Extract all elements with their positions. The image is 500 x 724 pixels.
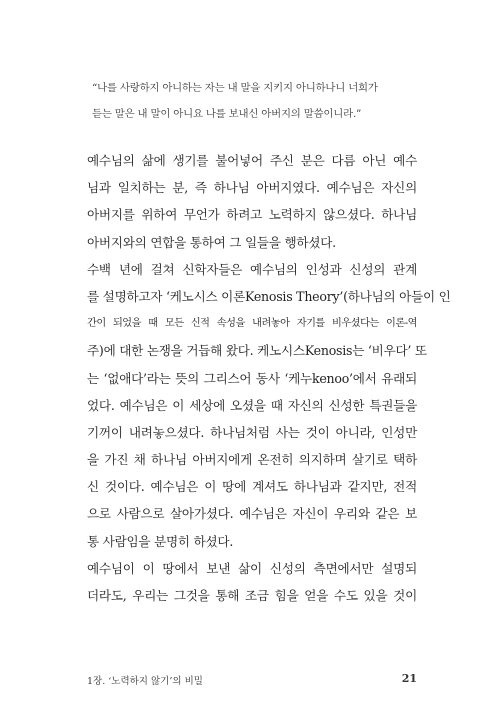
text-line: 통 사람임을 분명히 하셨다. bbox=[87, 533, 234, 549]
scripture-quote bbox=[92, 75, 432, 127]
text-line: 신 것이다. 예수님은 이 땅에 계셔도 하나님과 같지만, 전적 bbox=[87, 479, 417, 495]
paragraph-2 bbox=[87, 256, 451, 555]
chapter-title: 1장. ‘노력하지 않기’의 비밀 bbox=[87, 676, 203, 687]
text-line: 수백 년에 걸쳐 신학자들은 예수님의 인성과 신성의 관계 bbox=[87, 261, 417, 277]
quote-line: “나를 사랑하지 아니하는 자는 내 말을 지키지 아니하나니 너희가 bbox=[92, 82, 378, 94]
text-line: 간이 되었을 때 모든 신적 속성을 내려놓아 자기를 비우셨다는 이론-역 bbox=[87, 318, 417, 330]
text-line: 님과 일치하는 분, 즉 하나님 아버지였다. 예수님은 자신의 bbox=[87, 180, 417, 196]
text-line: 를 설명하고자 ‘케노시스 이론Kenosis Theory’(하나님의 아들이 인 bbox=[87, 288, 451, 304]
text-line: 는 ‘없애다’라는 뜻의 그리스어 동사 ‘케누kenoo’에서 유래되 bbox=[87, 370, 417, 386]
paragraph-1 bbox=[87, 147, 417, 256]
text-line: 기꺼이 내려놓으셨다. 하나님처럼 사는 것이 아니라, 인성만 bbox=[87, 424, 417, 440]
text-line: 으로 사람으로 살아가셨다. 예수님은 자신이 우리와 같은 보 bbox=[87, 506, 417, 522]
text-line: 예수님의 삶에 생기를 불어넣어 주신 분은 다름 아닌 예수 bbox=[87, 153, 417, 168]
text-line: 아버지를 위하여 무언가 하려고 노력하지 않으셨다. 하나님 bbox=[87, 207, 417, 223]
text-line: 더라도, 우리는 그것을 통해 조금 힘을 얻을 수도 있을 것이 bbox=[87, 588, 417, 603]
quote-line: 듣는 말은 내 말이 아니요 나를 보내신 아버지의 말씀이니라.” bbox=[92, 108, 362, 120]
paragraph-3 bbox=[87, 555, 417, 609]
text-line: 아버지와의 연합을 통하여 그 일들을 행하셨다. bbox=[87, 234, 336, 250]
body-text bbox=[87, 147, 451, 609]
text-line: 예수님이 이 땅에서 보낸 삶이 신성의 측면에서만 설명되 bbox=[87, 560, 417, 576]
page-number: 21 bbox=[401, 672, 417, 685]
text-line: 었다. 예수님은 이 세상에 오셨을 때 자신의 신성한 특권들을 bbox=[87, 397, 417, 413]
text-line: 을 가진 채 하나님 아버지에게 온전히 의지하며 살기로 택하 bbox=[87, 452, 417, 468]
text-line: 주)에 대한 논쟁을 거듭해 왔다. 케노시스Kenosis는 ‘비우다’ 또 bbox=[87, 343, 427, 359]
